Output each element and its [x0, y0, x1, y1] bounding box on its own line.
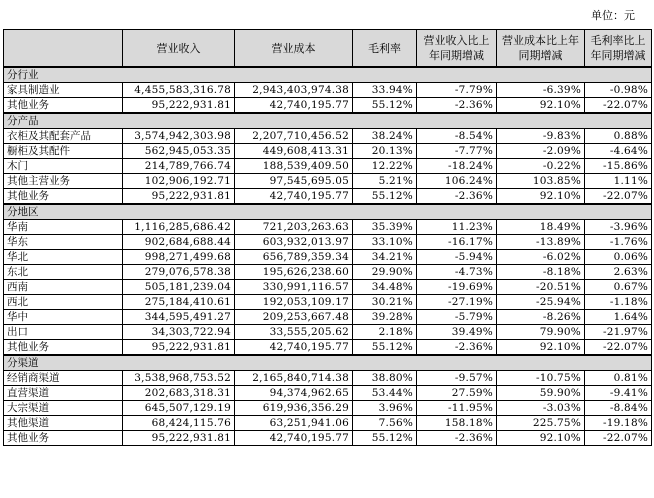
table-cell: 902,684,688.44	[123, 235, 235, 250]
table-row	[4, 386, 652, 401]
table-cell: -6.39%	[497, 83, 585, 98]
table-row	[4, 431, 652, 446]
revenue-breakdown-table	[3, 29, 652, 446]
row-label: 橱柜及其配件	[4, 144, 123, 159]
table-cell: 55.12%	[353, 189, 417, 205]
row-label: 其他主营业务	[4, 174, 123, 189]
header-margin-yoy: 毛利率比上年同期增减	[585, 30, 652, 68]
section-title: 分产品	[4, 113, 652, 129]
table-cell: -13.89%	[497, 235, 585, 250]
table-cell: 998,271,499.68	[123, 250, 235, 265]
row-label: 华中	[4, 310, 123, 325]
section-header-row	[4, 355, 652, 371]
table-cell: 202,683,318.31	[123, 386, 235, 401]
table-cell: 2,207,710,456.52	[235, 129, 353, 144]
table-cell: 94,374,962.65	[235, 386, 353, 401]
table-cell: 79.90%	[497, 325, 585, 340]
table-cell: 562,945,053.35	[123, 144, 235, 159]
table-cell: 330,991,116.57	[235, 280, 353, 295]
table-cell: 55.12%	[353, 431, 417, 446]
header-revenue-yoy: 营业收入比上年同期增减	[417, 30, 497, 68]
table-cell: 38.24%	[353, 129, 417, 144]
table-header-row	[4, 30, 652, 68]
table-cell: -10.75%	[497, 371, 585, 386]
section-title: 分地区	[4, 204, 652, 220]
table-cell: -3.96%	[585, 220, 652, 235]
section-header-row	[4, 67, 652, 83]
table-cell: 192,053,109.17	[235, 295, 353, 310]
table-row	[4, 159, 652, 174]
table-row	[4, 144, 652, 159]
table-cell: 1.64%	[585, 310, 652, 325]
table-cell: 449,608,413.31	[235, 144, 353, 159]
table-cell: 3.96%	[353, 401, 417, 416]
table-cell: 33.94%	[353, 83, 417, 98]
row-label: 东北	[4, 265, 123, 280]
table-cell: 53.44%	[353, 386, 417, 401]
row-label: 衣柜及其配套产品	[4, 129, 123, 144]
table-cell: 106.24%	[417, 174, 497, 189]
table-cell: 68,424,115.76	[123, 416, 235, 431]
table-cell: -0.98%	[585, 83, 652, 98]
row-label: 直营渠道	[4, 386, 123, 401]
table-cell: 34,303,722.94	[123, 325, 235, 340]
table-cell: -15.86%	[585, 159, 652, 174]
table-cell: 95,222,931.81	[123, 340, 235, 356]
table-cell: 1.11%	[585, 174, 652, 189]
table-cell: -2.36%	[417, 340, 497, 356]
table-cell: -2.36%	[417, 431, 497, 446]
table-cell: 33,555,205.62	[235, 325, 353, 340]
table-cell: 59.90%	[497, 386, 585, 401]
table-cell: 92.10%	[497, 189, 585, 205]
row-label: 经销商渠道	[4, 371, 123, 386]
table-cell: -2.09%	[497, 144, 585, 159]
table-cell: -8.54%	[417, 129, 497, 144]
table-cell: 2,165,840,714.38	[235, 371, 353, 386]
table-cell: 225.75%	[497, 416, 585, 431]
row-label: 华东	[4, 235, 123, 250]
table-row	[4, 220, 652, 235]
table-cell: 95,222,931.81	[123, 98, 235, 114]
table-cell: -2.36%	[417, 98, 497, 114]
table-cell: 103.85%	[497, 174, 585, 189]
table-cell: -4.64%	[585, 144, 652, 159]
section-header-row	[4, 204, 652, 220]
table-cell: 3,574,942,303.98	[123, 129, 235, 144]
table-cell: 275,184,410.61	[123, 295, 235, 310]
table-cell: -8.18%	[497, 265, 585, 280]
table-cell: -8.84%	[585, 401, 652, 416]
table-row	[4, 265, 652, 280]
table-cell: 33.10%	[353, 235, 417, 250]
table-cell: -0.22%	[497, 159, 585, 174]
table-cell: 1,116,285,686.42	[123, 220, 235, 235]
table-cell: 92.10%	[497, 340, 585, 356]
table-cell: -22.07%	[585, 340, 652, 356]
row-label: 大宗渠道	[4, 401, 123, 416]
row-label: 西南	[4, 280, 123, 295]
table-cell: -2.36%	[417, 189, 497, 205]
header-blank	[4, 30, 123, 68]
row-label: 其他业务	[4, 189, 123, 205]
table-row	[4, 310, 652, 325]
row-label: 木门	[4, 159, 123, 174]
table-cell: 27.59%	[417, 386, 497, 401]
table-cell: 11.23%	[417, 220, 497, 235]
section-title: 分渠道	[4, 355, 652, 371]
table-cell: 2.63%	[585, 265, 652, 280]
table-cell: 0.06%	[585, 250, 652, 265]
table-cell: 34.48%	[353, 280, 417, 295]
table-cell: -16.17%	[417, 235, 497, 250]
table-cell: 214,789,766.74	[123, 159, 235, 174]
row-label: 其他业务	[4, 98, 123, 114]
row-label: 其他业务	[4, 340, 123, 356]
header-revenue: 营业收入	[123, 30, 235, 68]
table-cell: -6.02%	[497, 250, 585, 265]
table-row	[4, 98, 652, 114]
header-gross-margin: 毛利率	[353, 30, 417, 68]
row-label: 其他业务	[4, 431, 123, 446]
table-cell: 42,740,195.77	[235, 98, 353, 114]
table-cell: 29.90%	[353, 265, 417, 280]
table-row	[4, 83, 652, 98]
table-cell: -5.94%	[417, 250, 497, 265]
table-row	[4, 295, 652, 310]
table-cell: -7.77%	[417, 144, 497, 159]
table-cell: 2,943,403,974.38	[235, 83, 353, 98]
table-cell: -1.76%	[585, 235, 652, 250]
table-cell: -9.83%	[497, 129, 585, 144]
table-row	[4, 174, 652, 189]
table-cell: 158.18%	[417, 416, 497, 431]
table-cell: 603,932,013.97	[235, 235, 353, 250]
table-row	[4, 416, 652, 431]
table-cell: -18.24%	[417, 159, 497, 174]
table-row	[4, 189, 652, 205]
table-row	[4, 371, 652, 386]
table-cell: -22.07%	[585, 189, 652, 205]
row-label: 华南	[4, 220, 123, 235]
table-cell: 42,740,195.77	[235, 340, 353, 356]
table-cell: 18.49%	[497, 220, 585, 235]
table-cell: 7.56%	[353, 416, 417, 431]
table-cell: 35.39%	[353, 220, 417, 235]
table-row	[4, 250, 652, 265]
table-cell: 55.12%	[353, 340, 417, 356]
table-cell: 721,203,263.63	[235, 220, 353, 235]
table-cell: 209,253,667.48	[235, 310, 353, 325]
table-cell: 0.67%	[585, 280, 652, 295]
table-cell: -27.19%	[417, 295, 497, 310]
table-cell: 619,936,356.29	[235, 401, 353, 416]
table-cell: 42,740,195.77	[235, 189, 353, 205]
table-cell: 63,251,941.06	[235, 416, 353, 431]
table-cell: -22.07%	[585, 98, 652, 114]
header-cost-yoy: 营业成本比上年同期增减	[497, 30, 585, 68]
table-cell: 39.28%	[353, 310, 417, 325]
unit-label: 单位：元	[591, 9, 635, 22]
table-cell: 92.10%	[497, 431, 585, 446]
row-label: 出口	[4, 325, 123, 340]
table-cell: -21.97%	[585, 325, 652, 340]
table-row	[4, 401, 652, 416]
table-cell: 55.12%	[353, 98, 417, 114]
table-cell: 2.18%	[353, 325, 417, 340]
table-row	[4, 340, 652, 356]
table-cell: 39.49%	[417, 325, 497, 340]
table-cell: 0.81%	[585, 371, 652, 386]
table-cell: 92.10%	[497, 98, 585, 114]
row-label: 家具制造业	[4, 83, 123, 98]
table-cell: -5.79%	[417, 310, 497, 325]
table-cell: -4.73%	[417, 265, 497, 280]
row-label: 其他渠道	[4, 416, 123, 431]
table-cell: 30.21%	[353, 295, 417, 310]
table-cell: 12.22%	[353, 159, 417, 174]
table-cell: 3,538,968,753.52	[123, 371, 235, 386]
table-cell: 38.80%	[353, 371, 417, 386]
table-cell: 645,507,129.19	[123, 401, 235, 416]
table-cell: -25.94%	[497, 295, 585, 310]
table-cell: 279,076,578.38	[123, 265, 235, 280]
table-cell: -3.03%	[497, 401, 585, 416]
table-cell: -9.41%	[585, 386, 652, 401]
table-cell: 5.21%	[353, 174, 417, 189]
table-cell: 102,906,192.71	[123, 174, 235, 189]
table-row	[4, 235, 652, 250]
table-cell: 188,539,409.50	[235, 159, 353, 174]
section-title: 分行业	[4, 67, 652, 83]
table-cell: 34.21%	[353, 250, 417, 265]
table-cell: 344,595,491.27	[123, 310, 235, 325]
table-cell: -7.79%	[417, 83, 497, 98]
section-header-row	[4, 113, 652, 129]
table-cell: 656,789,359.34	[235, 250, 353, 265]
table-row	[4, 129, 652, 144]
table-cell: 505,181,239.04	[123, 280, 235, 295]
table-cell: 195,626,238.60	[235, 265, 353, 280]
table-cell: 0.88%	[585, 129, 652, 144]
table-cell: -19.18%	[585, 416, 652, 431]
table-cell: 95,222,931.81	[123, 189, 235, 205]
table-cell: -8.26%	[497, 310, 585, 325]
table-cell: 95,222,931.81	[123, 431, 235, 446]
row-label: 西北	[4, 295, 123, 310]
header-cost: 营业成本	[235, 30, 353, 68]
table-cell: -9.57%	[417, 371, 497, 386]
table-cell: -20.51%	[497, 280, 585, 295]
table-cell: -19.69%	[417, 280, 497, 295]
table-cell: -22.07%	[585, 431, 652, 446]
table-cell: 97,545,695.05	[235, 174, 353, 189]
table-row	[4, 280, 652, 295]
table-cell: -1.18%	[585, 295, 652, 310]
row-label: 华北	[4, 250, 123, 265]
table-row	[4, 325, 652, 340]
table-cell: 20.13%	[353, 144, 417, 159]
table-cell: 4,455,583,316.78	[123, 83, 235, 98]
table-cell: 42,740,195.77	[235, 431, 353, 446]
table-cell: -11.95%	[417, 401, 497, 416]
